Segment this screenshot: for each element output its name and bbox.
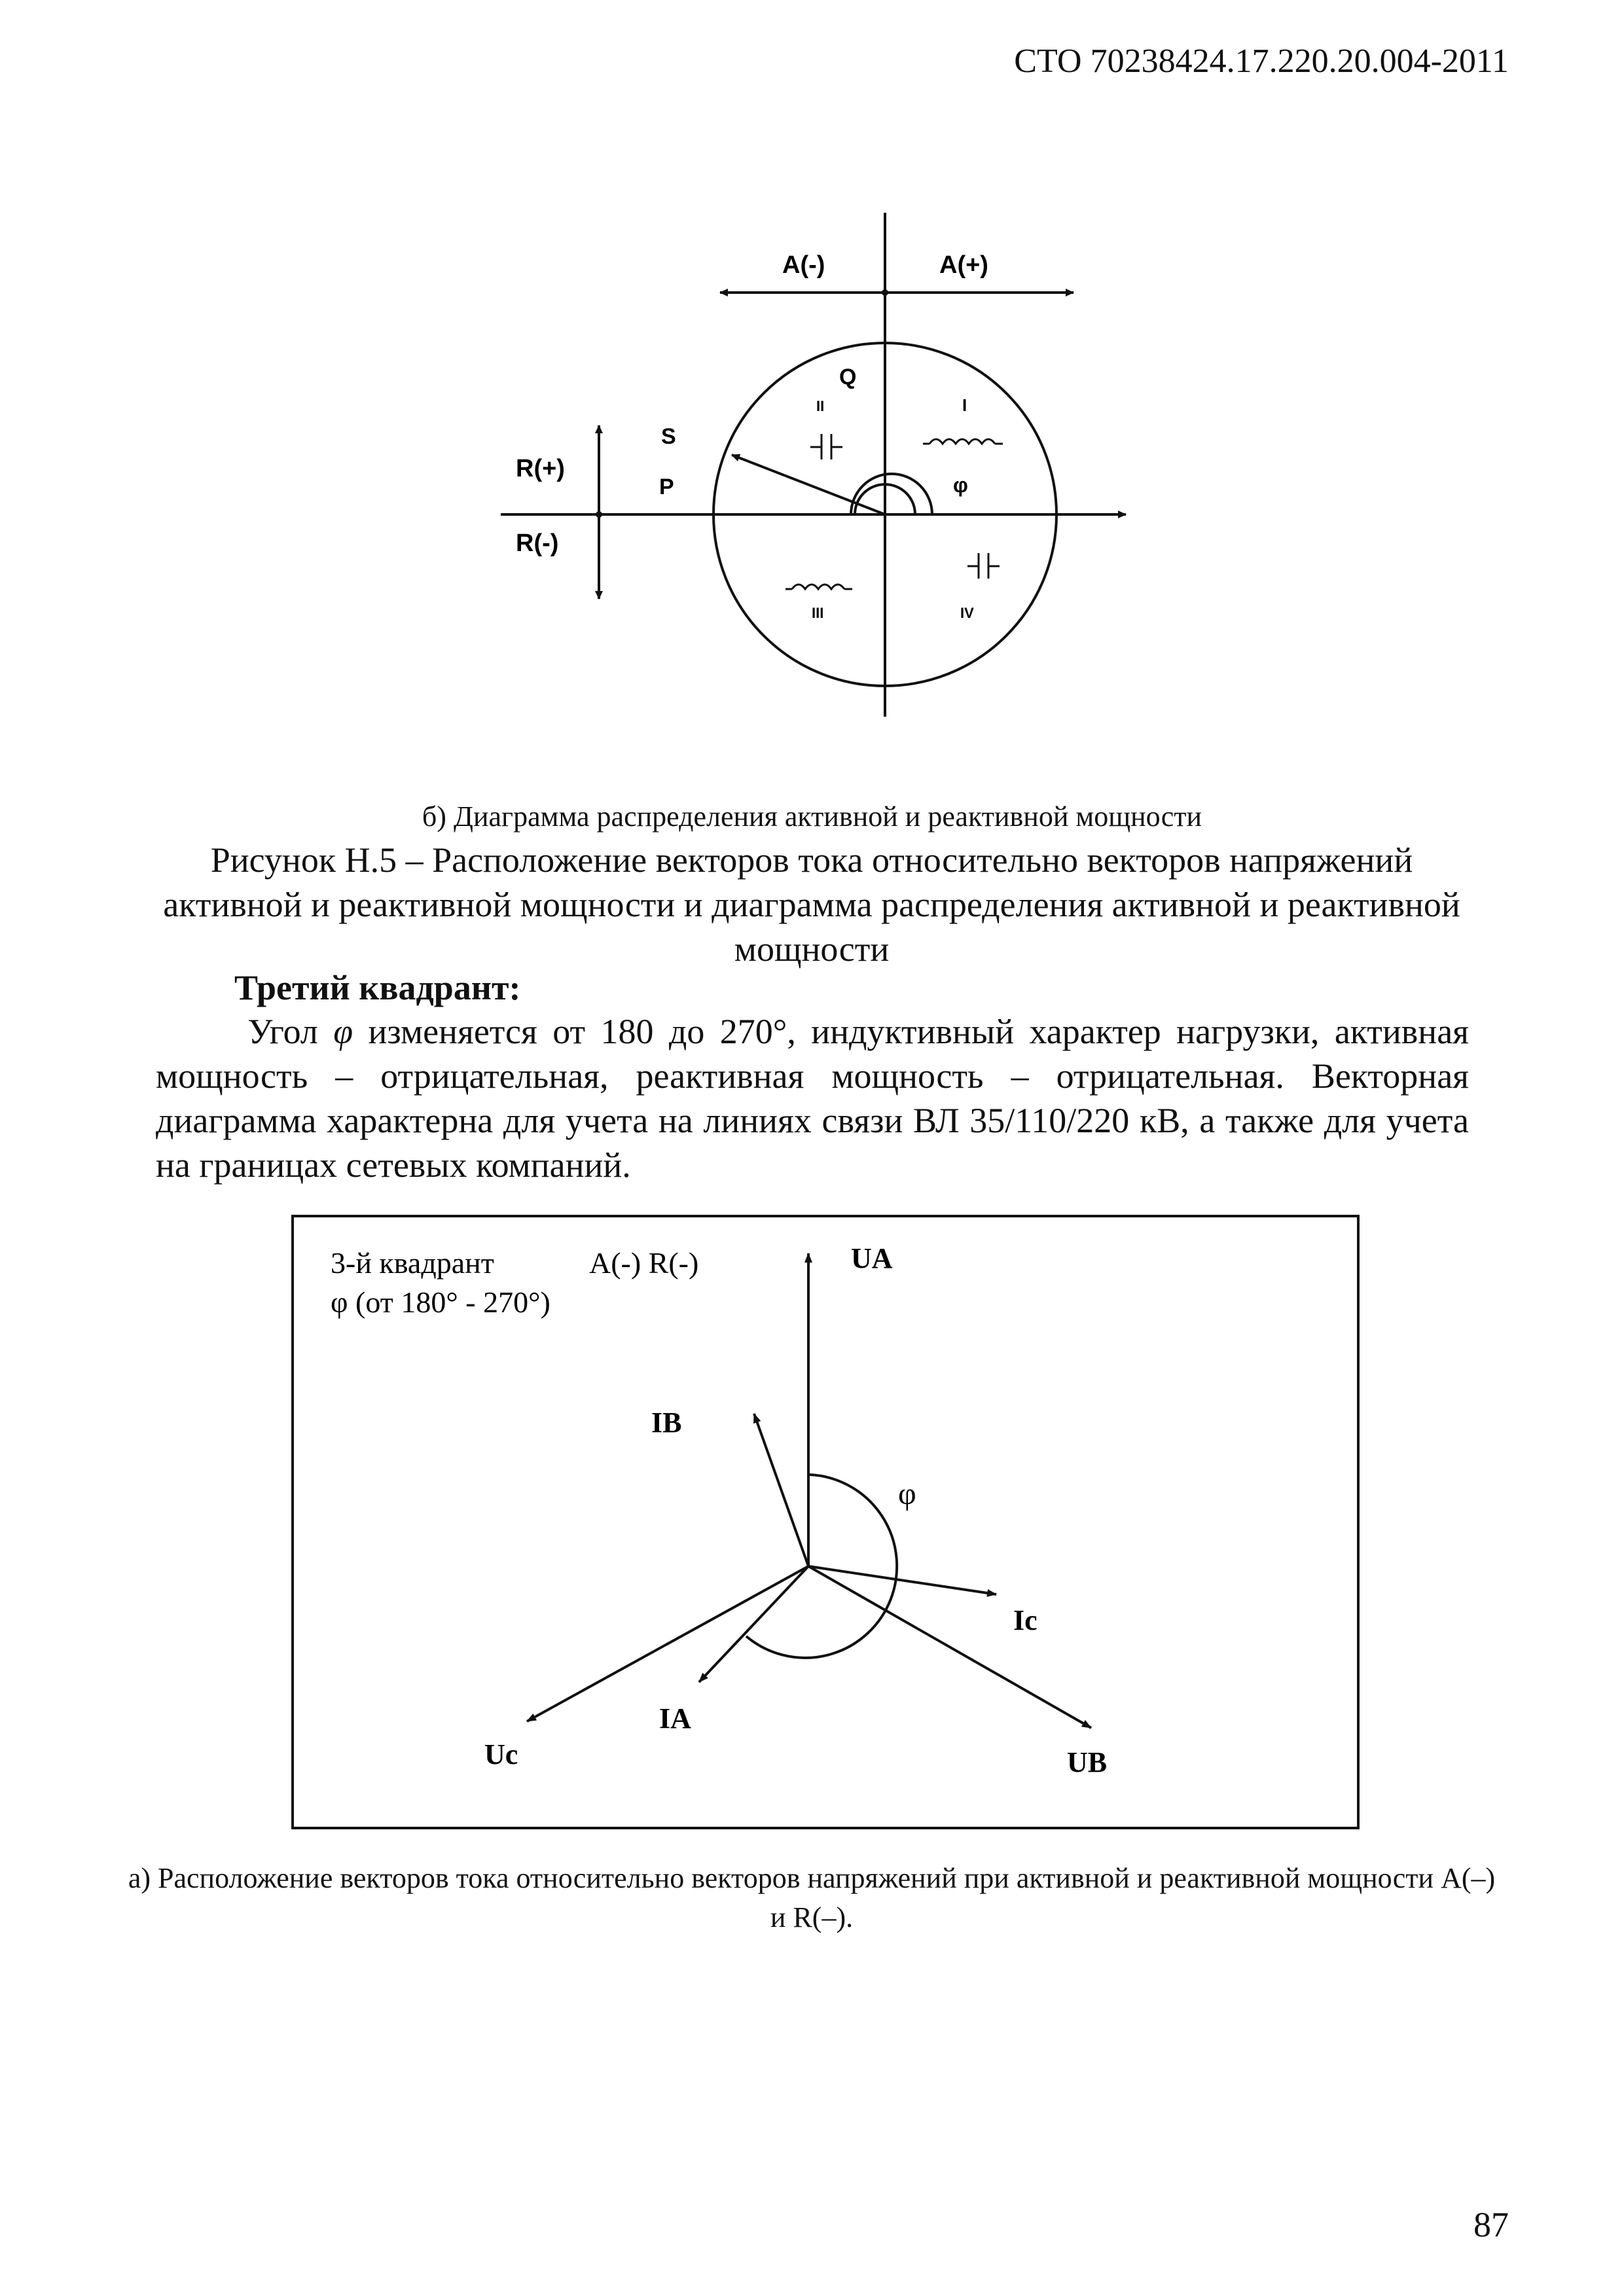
para-text: изменяется от 180 до 270°, индуктивный характер нагрузки, активная мощность – отрицательная, реактивная мощность – отрицательная. Векторная диаграмма характерна для учета на линиях связи ВЛ 35/110/220 кВ, а также для учета на границах сетевых компаний. <box>156 1012 1470 1185</box>
label-phi-a: φ <box>898 1477 916 1511</box>
label-uc: Uc <box>484 1738 518 1770</box>
label-quadrant-4: IV <box>960 605 974 621</box>
label-p: P <box>659 475 674 499</box>
vector-ia <box>699 1566 808 1682</box>
label-a-plus: A(+) <box>939 251 988 279</box>
header-phi-range: φ (от 180° - 270°) <box>331 1285 550 1319</box>
header-quadrant: 3-й квадрант <box>331 1246 494 1280</box>
figure-title: Рисунок Н.5 – Расположение векторов тока относительно векторов напряжений активной и реактивной мощности и диаграмма распределения активной и реактивной мощности <box>163 840 1460 969</box>
phi-arc-a <box>746 1475 897 1658</box>
phi-symbol: φ <box>333 1012 353 1051</box>
label-q: Q <box>839 365 857 389</box>
label-ic: Ic <box>1013 1604 1038 1636</box>
label-ia: IA <box>659 1702 691 1734</box>
vector-ic <box>808 1566 996 1594</box>
vector-uc <box>527 1566 808 1721</box>
para-prefix: Угол <box>247 1012 334 1051</box>
label-quadrant-2: II <box>816 398 825 414</box>
caption-a: а) Расположение векторов тока относительно векторов напряжений при активной и реактивной мощности A(–) и R(–). <box>128 1862 1496 1933</box>
label-ib: IB <box>651 1407 682 1439</box>
label-ua: UA <box>851 1242 893 1274</box>
label-phi: φ <box>953 473 968 497</box>
vector-ib <box>754 1414 808 1566</box>
label-quadrant-3: III <box>812 605 824 621</box>
caption-b: б) Диаграмма распределения активной и реактивной мощности <box>422 800 1202 833</box>
label-r-plus: R(+) <box>516 455 565 482</box>
section-heading: Третий квадрант: <box>234 968 521 1007</box>
label-s: S <box>661 424 676 449</box>
label-ub: UB <box>1067 1746 1108 1778</box>
document-code: СТО 70238424.17.220.20.004-2011 <box>1014 43 1509 80</box>
label-r-minus: R(-) <box>516 529 559 557</box>
label-a-minus: A(-) <box>782 251 825 279</box>
label-quadrant-1: I <box>962 395 967 415</box>
header-ar: A(-) R(-) <box>589 1246 699 1280</box>
page-number: 87 <box>1473 2205 1509 2244</box>
